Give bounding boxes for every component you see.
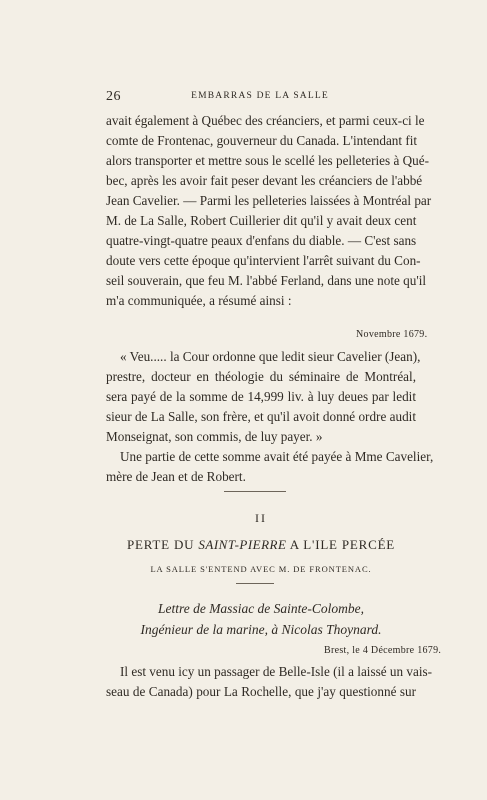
section-title bbox=[106, 537, 416, 553]
quote-block bbox=[106, 347, 421, 447]
text-line: M. de La Salle, Robert Cuillerier dit qu'il y avait deux cent bbox=[106, 213, 417, 228]
text-line: prestre, docteur en théologie du séminaire de Montréal, bbox=[106, 369, 416, 384]
section-title-suffix: A L'ILE PERCÉE bbox=[286, 537, 396, 552]
date-november: Novembre 1679. bbox=[356, 329, 428, 340]
section-divider bbox=[224, 491, 286, 492]
paragraph-1 bbox=[106, 111, 432, 311]
text-line: mère de Jean et de Robert. bbox=[106, 469, 246, 484]
text-line: avait également à Québec des créanciers, et parmi ceux-ci le bbox=[106, 113, 425, 128]
letter-heading-2: Ingénieur de la marine, à Nicolas Thoynard. bbox=[140, 622, 382, 637]
text-line: alors transporter et mettre sous le scellé les pelleteries à Qué- bbox=[106, 153, 429, 168]
page-number: 26 bbox=[106, 89, 121, 104]
text-line: doute vers cette époque qu'intervient l'arrêt suivant du Con- bbox=[106, 253, 421, 268]
text-line: « Veu..... la Cour ordonne que ledit sieur Cavelier (Jean), bbox=[120, 349, 421, 364]
section-subtitle: LA SALLE S'ENTEND AVEC M. DE FRONTENAC. bbox=[150, 564, 372, 574]
text-line: quatre-vingt-quatre peaux d'enfans du diable. — C'est sans bbox=[106, 233, 417, 248]
text-line: seil souverain, que feu M. l'abbé Ferland, dans une note qu'il bbox=[106, 273, 427, 288]
text-line: sera payé de la somme de 14,999 liv. à luy deues par ledit bbox=[106, 389, 416, 404]
subtitle-divider bbox=[236, 583, 274, 584]
text-line: bec, après les avoir fait peser devant les créanciers de l'abbé bbox=[106, 173, 423, 188]
text-line: comte de Frontenac, gouverneur du Canada. L'intendant fit bbox=[106, 133, 418, 148]
text-line: sieur de La Salle, son frère, et qu'il avoit donné ordre audit bbox=[106, 409, 416, 424]
running-title: EMBARRAS DE LA SALLE bbox=[191, 91, 329, 101]
text-line: Monseignat, son commis, de luy payer. » bbox=[106, 429, 323, 444]
letter-heading-1: Lettre de Massiac de Sainte-Colombe, bbox=[157, 601, 365, 616]
section-title-prefix: PERTE DU bbox=[126, 537, 199, 552]
text-line: seau de Canada) pour La Rochelle, que j'ay questionné sur bbox=[106, 684, 416, 699]
paragraph-3 bbox=[106, 662, 433, 702]
text-line: Une partie de cette somme avait été payée à Mme Cavelier, bbox=[120, 449, 434, 464]
section-number: II bbox=[255, 511, 267, 525]
paragraph-2 bbox=[106, 447, 434, 487]
section-title-ship: SAINT-PIERRE bbox=[198, 537, 287, 552]
text-line: Il est venu icy un passager de Belle-Isle (il a laissé un vais- bbox=[120, 664, 433, 679]
text-line: Jean Cavelier. — Parmi les pelleteries laissées à Montréal par bbox=[106, 193, 432, 208]
text-line: m'a communiquée, a résumé ainsi : bbox=[106, 293, 292, 308]
letter-date: Brest, le 4 Décembre 1679. bbox=[324, 645, 442, 656]
